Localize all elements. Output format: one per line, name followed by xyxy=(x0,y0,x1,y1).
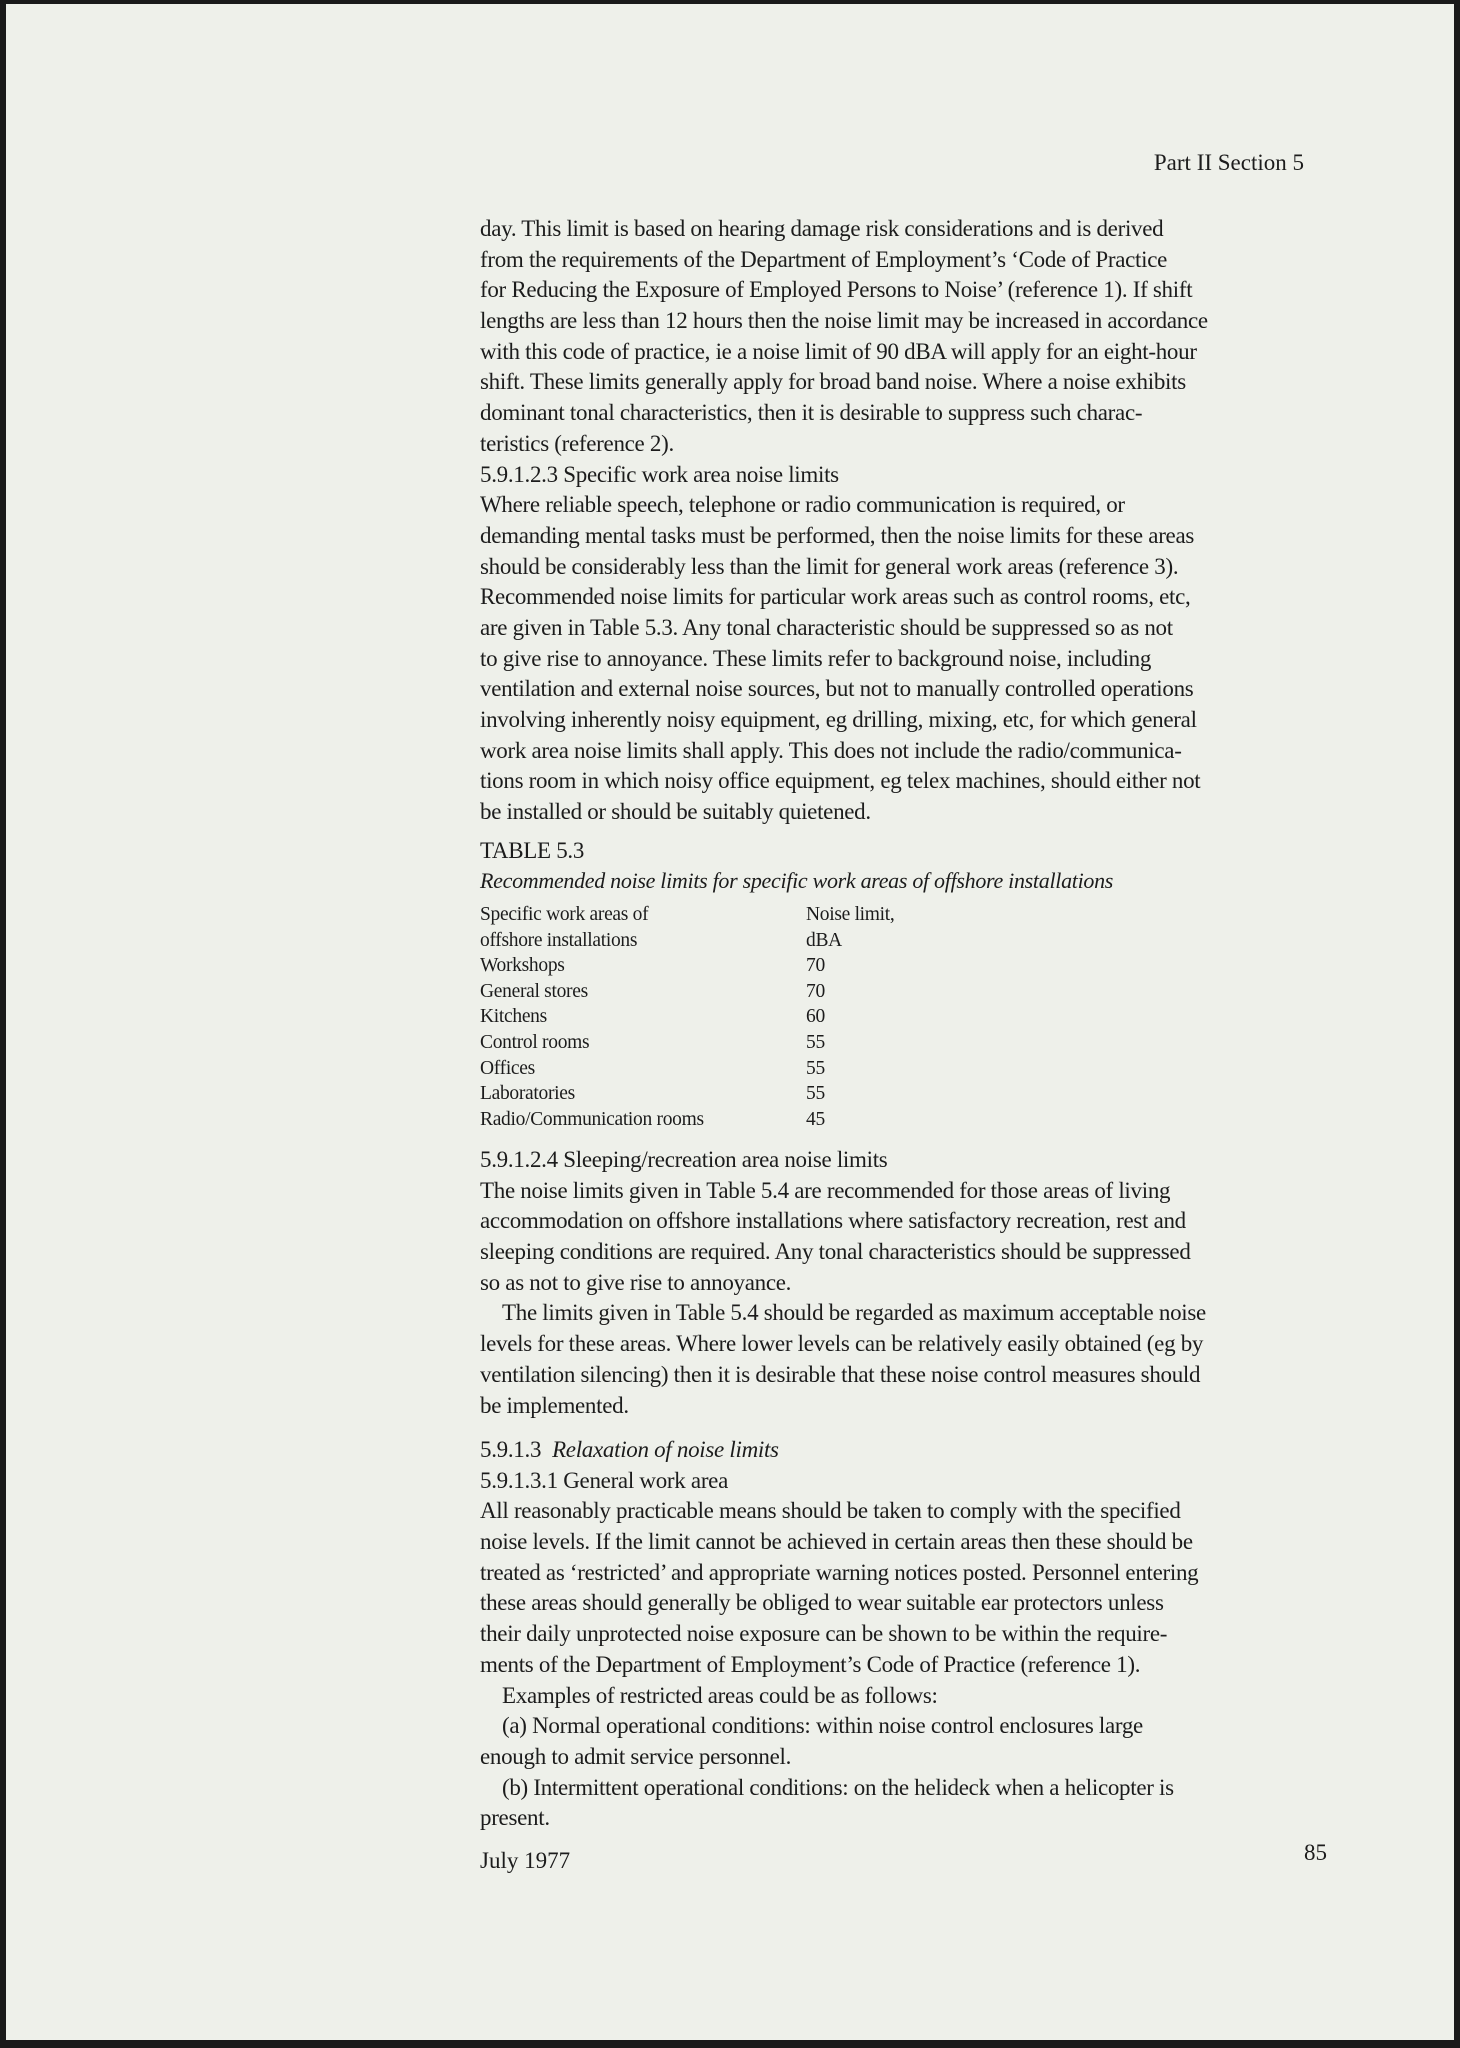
text-line: demanding mental tasks must be performed, then the noise limits for these areas xyxy=(480,522,1195,548)
text-block-3 xyxy=(480,1435,1340,1834)
text-line: lengths are less than 12 hours then the noise limit may be increased in accordance xyxy=(480,308,1208,334)
text-line: ventilation silencing) then it is desirable that these noise control measures should xyxy=(480,1361,1201,1387)
text-line: be installed or should be suitably quietened. xyxy=(480,799,871,825)
text-line: should be considerably less than the limit for general work areas (reference 3). xyxy=(480,553,1179,579)
table-row xyxy=(480,1107,1340,1133)
text-line: Examples of restricted areas could be as follows: xyxy=(502,1682,938,1708)
text-line: (b) Intermittent operational conditions: on the helideck when a helicopter is xyxy=(502,1774,1174,1800)
text-line: 5.9.1.2.3 Specific work area noise limits xyxy=(480,461,839,487)
text-line: 5.9.1.3.1 General work area xyxy=(480,1467,728,1493)
text-line: dominant tonal characteristics, then it is desirable to suppress such charac- xyxy=(480,400,1143,426)
text-line: (a) Normal operational conditions: within noise control enclosures large xyxy=(502,1713,1143,1739)
text-line: present. xyxy=(480,1805,550,1831)
work-area-cell: Offices xyxy=(480,1057,535,1079)
table-row xyxy=(480,1004,1340,1030)
table-header-row xyxy=(480,928,1340,954)
noise-limit-cell: 55 xyxy=(806,1083,825,1105)
text-block-1 xyxy=(480,214,1340,828)
text-line: Recommended noise limits for particular work areas such as control rooms, etc, xyxy=(480,584,1191,610)
footer-date: July 1977 xyxy=(480,1848,571,1873)
text-line: their daily unprotected noise exposure can be shown to be within the require- xyxy=(480,1621,1168,1647)
section-number: 5.9.1.3 xyxy=(480,1437,542,1462)
work-area-cell: Laboratories xyxy=(480,1083,575,1105)
table-row xyxy=(480,1081,1340,1107)
text-line: these areas should generally be obliged to wear suitable ear protectors unless xyxy=(480,1590,1164,1616)
section-heading xyxy=(480,1435,1340,1466)
text-line: ments of the Department of Employment’s Code of Practice (reference 1). xyxy=(480,1651,1141,1677)
text-line: treated as ‘restricted’ and appropriate warning notices posted. Personnel entering xyxy=(480,1559,1199,1585)
noise-limit-cell: 70 xyxy=(806,955,825,977)
text-line: tions room in which noisy office equipment, eg telex machines, should either not xyxy=(480,768,1201,794)
text-line: Where reliable speech, telephone or radio communication is required, or xyxy=(480,492,1125,518)
text-line: All reasonably practicable means should be taken to comply with the specified xyxy=(480,1498,1181,1524)
text-line: from the requirements of the Department of Employment’s ‘Code of Practice xyxy=(480,246,1168,272)
noise-limit-cell: 55 xyxy=(806,1031,825,1053)
table-row xyxy=(480,1056,1340,1082)
text-line: to give rise to annoyance. These limits refer to background noise, including xyxy=(480,645,1152,671)
table-title: TABLE 5.3 xyxy=(480,838,585,863)
text-line: for Reducing the Exposure of Employed Persons to Noise’ (reference 1). If shift xyxy=(480,277,1193,303)
text-line: The limits given in Table 5.4 should be regarded as maximum acceptable noise xyxy=(502,1300,1206,1326)
text-line: with this code of practice, ie a noise limit of 90 dBA will apply for an eight-hour xyxy=(480,338,1197,364)
noise-limit-cell: dBA xyxy=(806,929,842,951)
text-line: be implemented. xyxy=(480,1392,629,1418)
work-area-cell: General stores xyxy=(480,980,588,1002)
work-area-cell: Kitchens xyxy=(480,1006,547,1028)
text-line: 5.9.1.2.4 Sleeping/recreation area noise limits xyxy=(480,1147,888,1172)
text-line: shift. These limits generally apply for broad band noise. Where a noise exhibits xyxy=(480,369,1186,395)
work-area-cell: Control rooms xyxy=(480,1031,590,1053)
work-area-cell: Specific work areas of xyxy=(480,904,649,925)
text-line: day. This limit is based on hearing damage risk considerations and is derived xyxy=(480,216,1164,241)
text-line: are given in Table 5.3. Any tonal characteristic should be suppressed so as not xyxy=(480,614,1173,640)
text-line: levels for these areas. Where lower levels can be relatively easily obtained (eg by xyxy=(480,1331,1204,1357)
text-line: accommodation on offshore installations where satisfactory recreation, rest and xyxy=(480,1208,1186,1234)
table-caption: Recommended noise limits for specific work areas of offshore installations xyxy=(480,868,1114,893)
table-5-3 xyxy=(480,836,1340,1132)
text-line: so as not to give rise to annoyance. xyxy=(480,1269,792,1295)
text-line: The noise limits given in Table 5.4 are recommended for those areas of living xyxy=(480,1177,1171,1203)
page-number: 85 xyxy=(1304,1840,1327,1865)
table-row xyxy=(480,979,1340,1005)
noise-limit-cell: 70 xyxy=(806,980,825,1002)
text-line: enough to admit service personnel. xyxy=(480,1743,792,1769)
text-line: sleeping conditions are required. Any tonal characteristics should be suppressed xyxy=(480,1239,1191,1265)
text-line: noise levels. If the limit cannot be achieved in certain areas then these should be xyxy=(480,1529,1193,1555)
text-block-2 xyxy=(480,1145,1340,1421)
table-row xyxy=(480,953,1340,979)
section-title: Relaxation of noise limits xyxy=(552,1437,779,1462)
running-header: Part II Section 5 xyxy=(1153,150,1304,175)
work-area-cell: Radio/Communication rooms xyxy=(480,1108,704,1130)
document-page xyxy=(6,4,1454,2040)
table-row xyxy=(480,1030,1340,1056)
text-line: ventilation and external noise sources, but not to manually controlled operations xyxy=(480,676,1194,702)
text-line: teristics (reference 2). xyxy=(480,430,674,456)
text-line: work area noise limits shall apply. This does not include the radio/communica- xyxy=(480,737,1182,763)
text-line: involving inherently noisy equipment, eg drilling, mixing, etc, for which general xyxy=(480,707,1197,732)
noise-limit-cell: Noise limit, xyxy=(806,904,895,925)
table-header-row xyxy=(480,902,1340,928)
noise-limit-cell: 55 xyxy=(806,1057,825,1079)
noise-limit-cell: 60 xyxy=(806,1006,825,1028)
work-area-cell: offshore installations xyxy=(480,929,638,951)
work-area-cell: Workshops xyxy=(480,955,565,977)
noise-limit-cell: 45 xyxy=(806,1108,825,1130)
